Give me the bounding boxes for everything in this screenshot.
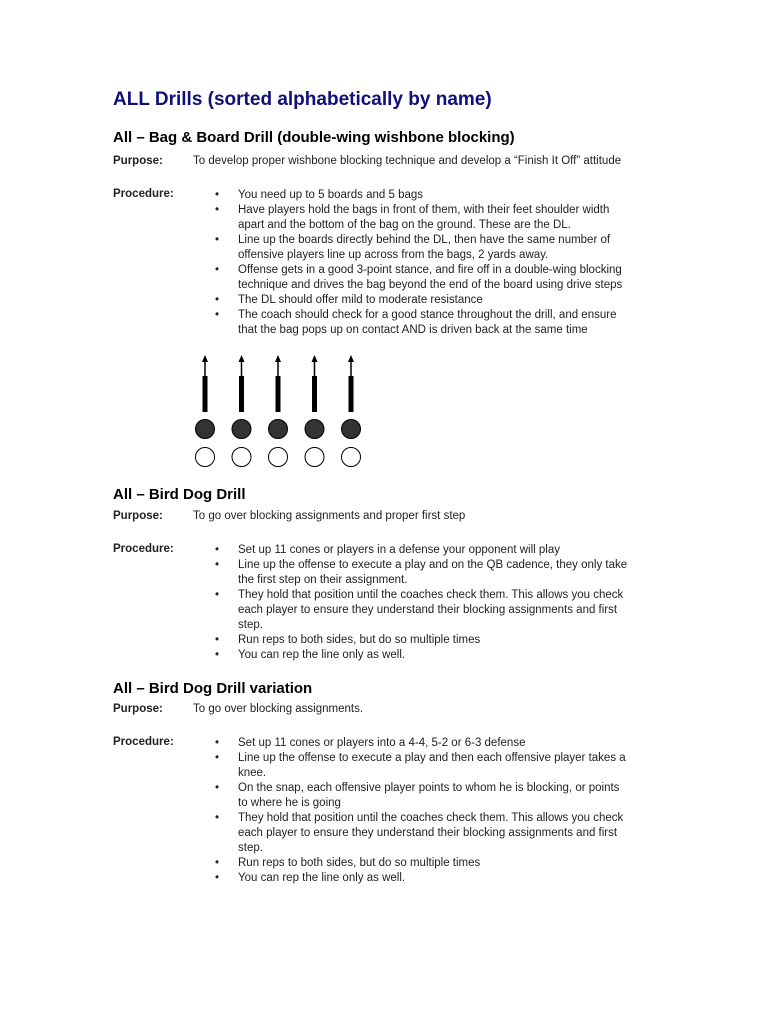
purpose-text: To develop proper wishbone blocking technique and develop a “Finish It Off” attitude (193, 155, 622, 167)
procedure-item-line: • They hold that position until the coaches check them. This allows you check (238, 812, 624, 824)
procedure-item-line: • They hold that position until the coaches check them. This allows you check (238, 589, 624, 601)
board (276, 376, 281, 412)
procedure-item-line: • Line up the offense to execute a play and then each offensive player takes a (238, 752, 626, 764)
procedure-item (215, 811, 675, 856)
offensive-player-circle (196, 448, 215, 467)
board (203, 376, 208, 412)
procedure-item-line: technique and drives the bag beyond the end of the board using drive steps (238, 279, 623, 291)
procedure-label: Procedure: (113, 736, 174, 748)
procedure-label: Procedure: (113, 188, 174, 200)
offensive-player-circle (342, 448, 361, 467)
purpose-text: To go over blocking assignments. (193, 703, 364, 715)
procedure-item-line: step. (238, 619, 263, 631)
procedure-item (215, 648, 675, 663)
procedure-item (215, 558, 675, 588)
arrow-head (239, 355, 245, 362)
arrow-head (348, 355, 354, 362)
procedure-item-line: • Set up 11 cones or players into a 4-4, 5-2 or 6-3 defense (238, 737, 526, 749)
procedure-item (215, 308, 675, 338)
arrow-head (202, 355, 208, 362)
procedure-item (215, 871, 675, 886)
procedure-item (215, 188, 675, 203)
procedure-item-line: that the bag pops up on contact AND is driven back at the same time (238, 324, 588, 336)
procedure-item-line: offensive players line up across from the bags, 2 yards away. (238, 249, 549, 261)
arrow-head (312, 355, 318, 362)
procedure-item-line: • On the snap, each offensive player points to whom he is blocking, or points (238, 782, 620, 794)
procedure-item-line: • You need up to 5 boards and 5 bags (238, 189, 424, 201)
arrow-head (275, 355, 281, 362)
defender-circle (269, 420, 288, 439)
procedure-item-line: knee. (238, 767, 267, 779)
procedure-item-line: • You can rep the line only as well. (238, 872, 406, 884)
procedure-item-line: each player to ensure they understand their blocking assignments and first (238, 827, 618, 839)
drill-heading-bird-dog-variation: All – Bird Dog Drill variation (113, 680, 313, 697)
defender-circle (305, 420, 324, 439)
defender-circle (196, 420, 215, 439)
procedure-list (215, 188, 675, 338)
procedure-item (215, 293, 675, 308)
procedure-item-line: • The DL should offer mild to moderate resistance (238, 294, 483, 306)
procedure-item-line: • Set up 11 cones or players in a defense your opponent will play (238, 544, 560, 556)
procedure-item-line: • Offense gets in a good 3-point stance, and fire off in a double-wing blocking (238, 264, 622, 276)
blocking-diagram (185, 350, 375, 470)
procedure-item (215, 543, 675, 558)
procedure-item-line: to where he is going (238, 797, 341, 809)
procedure-item-line: • Line up the boards directly behind the DL, then have the same number of (238, 234, 611, 246)
procedure-item-line: each player to ensure they understand their blocking assignments and first (238, 604, 618, 616)
purpose-label: Purpose: (113, 703, 163, 715)
offensive-player-circle (269, 448, 288, 467)
board (349, 376, 354, 412)
procedure-item-line: apart and the bottom of the bag on the ground. These are the DL. (238, 219, 571, 231)
defender-circle (342, 420, 361, 439)
procedure-item (215, 588, 675, 633)
procedure-item (215, 263, 675, 293)
procedure-item-line: • Have players hold the bags in front of them, with their feet shoulder width (238, 204, 610, 216)
procedure-item-line: • Run reps to both sides, but do so multiple times (238, 857, 481, 869)
procedure-item-line: • Run reps to both sides, but do so multiple times (238, 634, 481, 646)
page-title: ALL Drills (sorted alphabetically by name) (113, 89, 492, 110)
procedure-list (215, 543, 675, 663)
procedure-item (215, 633, 675, 648)
offensive-player-circle (305, 448, 324, 467)
procedure-item-line: the first step on their assignment. (238, 574, 408, 586)
procedure-item-line: step. (238, 842, 263, 854)
purpose-text: To go over blocking assignments and proper first step (193, 510, 466, 522)
procedure-label: Procedure: (113, 543, 174, 555)
procedure-item-line: • You can rep the line only as well. (238, 649, 406, 661)
procedure-item-line: • Line up the offense to execute a play and on the QB cadence, they only take (238, 559, 628, 571)
procedure-item (215, 781, 675, 811)
procedure-item (215, 736, 675, 751)
drill-heading-bag-board: All – Bag & Board Drill (double-wing wishbone blocking) (113, 129, 515, 146)
purpose-label: Purpose: (113, 155, 163, 167)
board (312, 376, 317, 412)
defender-circle (232, 420, 251, 439)
procedure-item (215, 203, 675, 233)
procedure-list (215, 736, 675, 886)
procedure-item-line: • The coach should check for a good stance throughout the drill, and ensure (238, 309, 617, 321)
board (239, 376, 244, 412)
offensive-player-circle (232, 448, 251, 467)
procedure-item (215, 856, 675, 871)
procedure-item (215, 751, 675, 781)
procedure-item (215, 233, 675, 263)
drill-heading-bird-dog: All – Bird Dog Drill (113, 486, 246, 503)
purpose-label: Purpose: (113, 510, 163, 522)
